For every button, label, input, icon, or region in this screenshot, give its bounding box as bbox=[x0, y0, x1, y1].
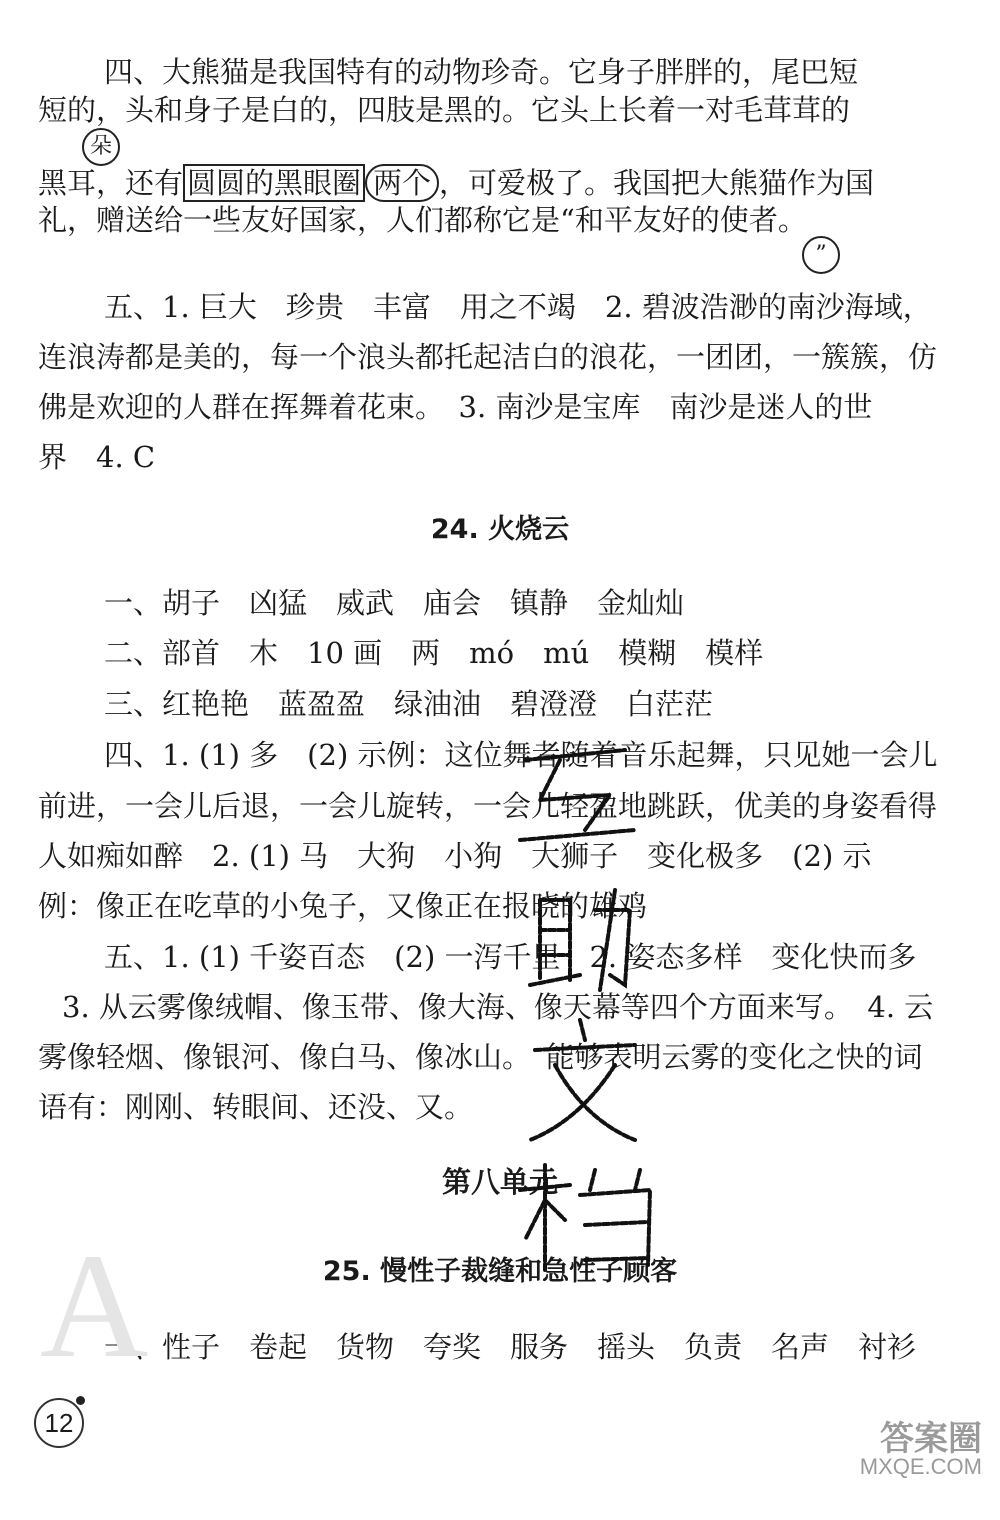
answer-text: 人如痴如醉 2. (1) 马 大狗 小狗 大狮子 变化极多 (2) 示 bbox=[38, 839, 872, 873]
answer-line bbox=[38, 633, 918, 673]
passage-line bbox=[38, 200, 918, 240]
answer-text: 二、部首 木 10 画 两 mó mú 模糊 模样 bbox=[104, 636, 764, 670]
passage-line bbox=[38, 163, 918, 203]
passage-text: ，可爱极了。我国把大熊猫作为国 bbox=[439, 166, 875, 200]
answer-line bbox=[38, 886, 918, 926]
answer-text: 三、红艳艳 蓝盈盈 绿油油 碧澄澄 白茫茫 bbox=[104, 687, 714, 721]
page-dot-icon bbox=[76, 1396, 85, 1405]
answer-line bbox=[38, 937, 918, 977]
passage-text: 黑耳，还有 bbox=[38, 166, 184, 200]
answer-line bbox=[38, 1087, 918, 1127]
answer-line bbox=[38, 987, 934, 1027]
handwritten-signature bbox=[500, 720, 670, 1280]
answer-text: 例：像正在吃草的小兔子，又像正在报晓的雄鸡 bbox=[38, 889, 648, 923]
watermark-line: 答案圈 bbox=[880, 1420, 982, 1458]
passage-text: 四、大熊猫是我国特有的动物珍奇。它身子胖胖的，尾巴短 bbox=[104, 55, 859, 89]
decorative-letter: A bbox=[40, 1223, 149, 1389]
answer-line bbox=[38, 1037, 923, 1077]
passage-line bbox=[38, 52, 918, 92]
answer-text: 四、1. (1) 多 (2) 示例：这位舞者随着音乐起舞，只见她一会儿 bbox=[104, 738, 938, 772]
answer-text: 语有：刚刚、转眼间、还没、又。 bbox=[38, 1090, 474, 1124]
answer-text: 一、性子 卷起 货物 夸奖 服务 摇头 负责 名声 衬衫 bbox=[104, 1330, 917, 1364]
answer-text: 佛是欢迎的人群在挥舞着花束。 3. 南沙是宝库 南沙是迷人的世 bbox=[38, 390, 873, 424]
lesson-title: 25. 慢性子裁缝和急性子顾客 bbox=[322, 1256, 678, 1287]
answer-text: 前进，一会儿后退，一会儿旋转，一会儿轻盈地跳跃，优美的身姿看得 bbox=[38, 789, 938, 823]
answer-text: 连浪涛都是美的，每一个浪头都托起洁白的浪花，一团团，一簇簇，仿 bbox=[38, 340, 938, 374]
answer-line bbox=[38, 786, 938, 826]
passage-text: 礼，赠送给一些友好国家，人们都称它是“和平友好的使者。 bbox=[38, 203, 807, 237]
unit-title: 第八单元 bbox=[441, 1165, 558, 1199]
answer-line bbox=[38, 387, 918, 427]
answer-line bbox=[38, 437, 918, 477]
passage-text: 短的，头和身子是白的，四肢是黑的。它头上长着一对毛茸茸的 bbox=[38, 93, 851, 127]
insert-mark-quote: ” bbox=[802, 236, 840, 274]
insert-mark-duo: 朵 bbox=[82, 128, 120, 166]
page-number: 12 bbox=[34, 1398, 84, 1448]
answer-line bbox=[38, 1327, 918, 1367]
answer-text: 一、胡子 凶猛 威武 庙会 镇静 金灿灿 bbox=[104, 586, 685, 620]
circled-phrase: 两个 bbox=[365, 164, 439, 202]
passage-line bbox=[38, 90, 918, 130]
watermark-line: MXQE.COM bbox=[859, 1454, 982, 1479]
answer-line bbox=[38, 684, 918, 724]
answer-text: 界 4. C bbox=[38, 440, 156, 474]
answer-line bbox=[38, 583, 918, 623]
answer-text: 五、1. (1) 千姿百态 (2) 一泻千里 2. 姿态多样 变化快而多 bbox=[104, 940, 917, 974]
lesson-title: 24. 火烧云 bbox=[430, 514, 570, 545]
answer-line bbox=[38, 287, 932, 327]
answer-text: 五、1. 巨大 珍贵 丰富 用之不竭 2. 碧波浩渺的南沙海域， bbox=[104, 290, 932, 324]
answer-text: 雾像轻烟、像银河、像白马、像冰山。 能够表明云雾的变化之快的词 bbox=[38, 1040, 923, 1074]
watermark bbox=[859, 1420, 982, 1481]
answer-line bbox=[38, 337, 938, 377]
answer-line bbox=[38, 836, 918, 876]
boxed-phrase: 圆圆的黑眼圈 bbox=[183, 164, 365, 202]
answer-line bbox=[38, 735, 938, 775]
answer-text: 3. 从云雾像绒帽、像玉带、像大海、像天幕等四个方面来写。 4. 云 bbox=[62, 990, 934, 1024]
